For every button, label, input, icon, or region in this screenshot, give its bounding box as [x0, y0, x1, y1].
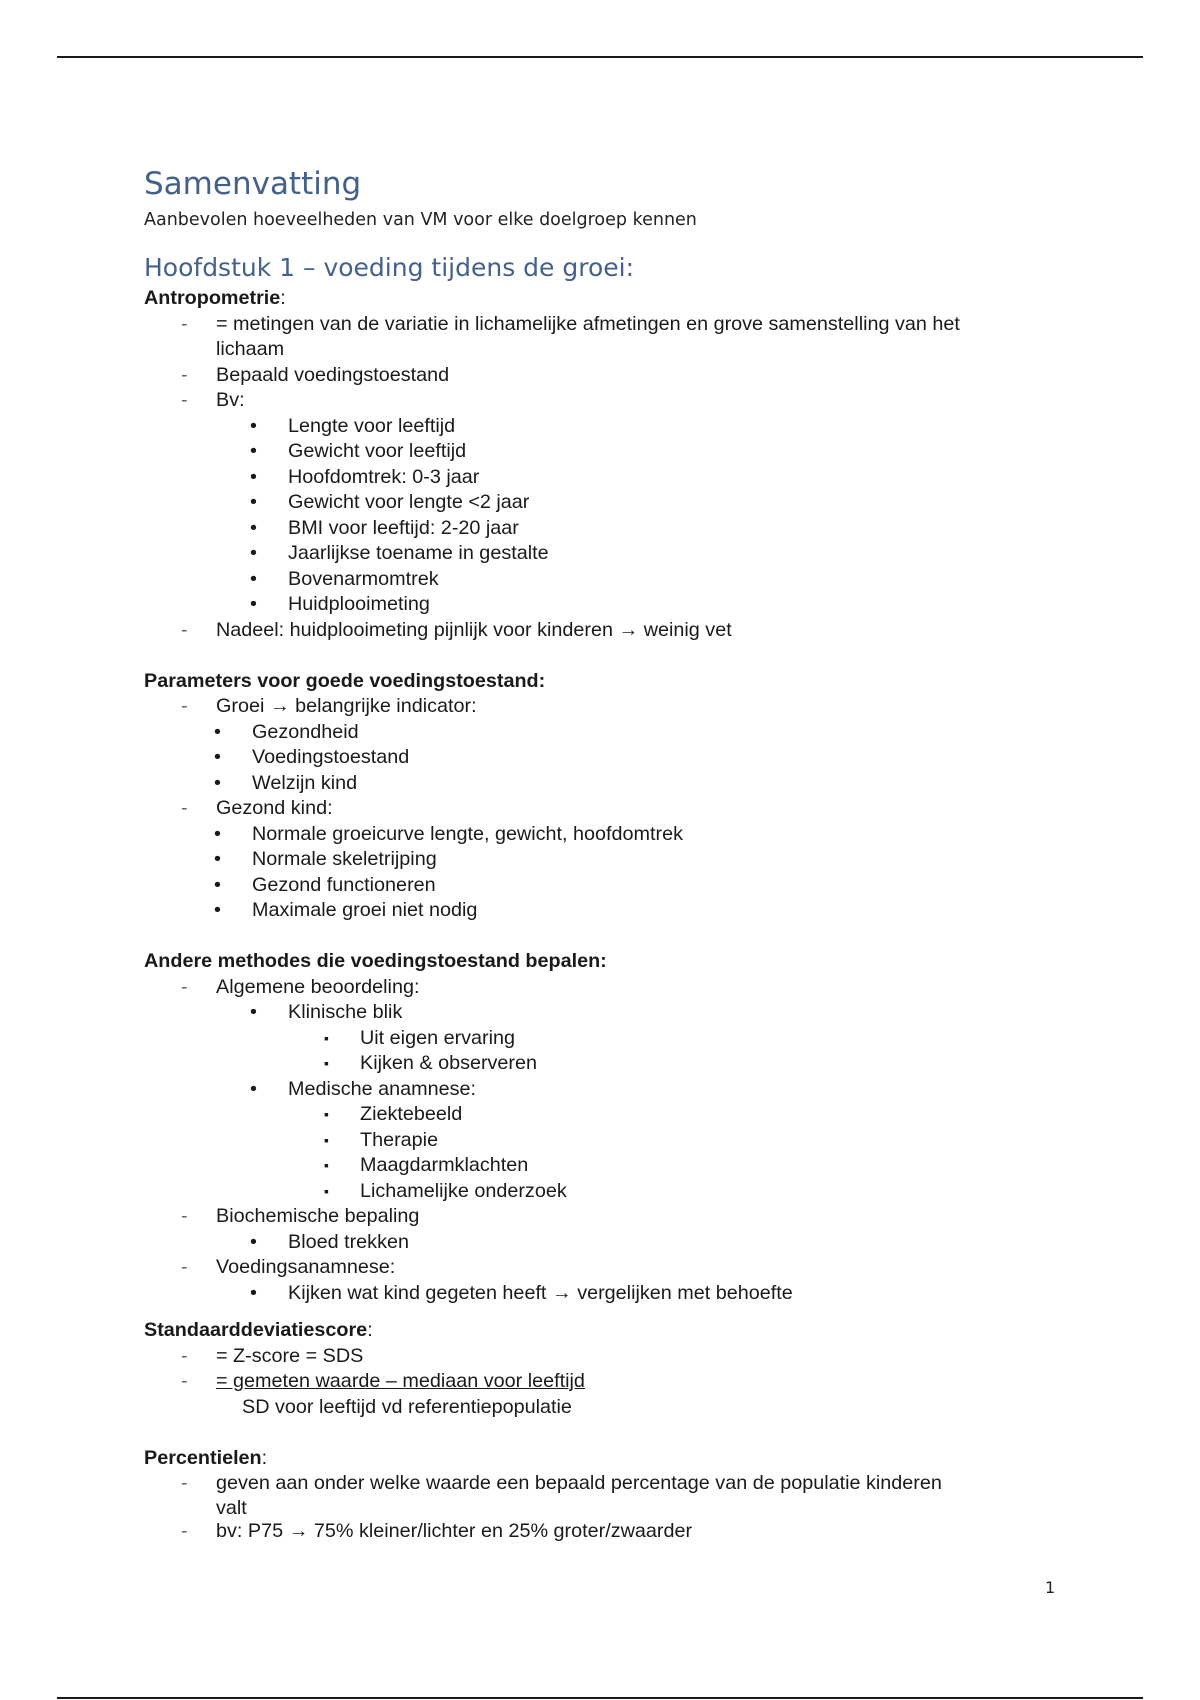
list-item: • Gezondheid: [214, 720, 359, 743]
list-item: • Welzijn kind: [214, 771, 358, 794]
list-item: - geven aan onder welke waarde een bepaald percentage van de populatie kinderen: [181, 1472, 942, 1494]
document-subtitle: Aanbevolen hoeveelheden van VM voor elke doelgroep kennen: [144, 210, 697, 230]
page-number: 1: [1045, 1578, 1056, 1597]
list-item: • Klinische blik: [250, 1001, 403, 1023]
document-title: Samenvatting: [144, 166, 362, 202]
list-item: • Normale groeicurve lengte, gewicht, hoofdomtrek: [214, 822, 684, 845]
list-item: - = Z-score = SDS: [181, 1344, 364, 1367]
document-body: [144, 286, 1064, 1544]
list-item: - Voedingsanamnese:: [181, 1256, 396, 1278]
list-item: • Lengte voor leeftijd: [250, 414, 456, 437]
list-item: • Hoofdomtrek: 0-3 jaar: [250, 465, 480, 488]
list-item: ▪ Maagdarmklachten: [324, 1154, 529, 1176]
parameters-heading: Parameters voor goede voedingstoestand:: [144, 669, 546, 692]
chapter-heading: Hoofdstuk 1 – voeding tijdens de groei:: [144, 253, 635, 282]
list-item: - Nadeel: huidplooimeting pijnlijk voor kinderen → weinig vet: [181, 618, 732, 641]
list-item: • Maximale groei niet nodig: [214, 899, 478, 921]
list-item: • Jaarlijkse toename in gestalte: [250, 542, 549, 564]
list-item: • Gewicht voor leeftijd: [250, 440, 467, 462]
list-item: • Gewicht voor lengte <2 jaar: [250, 491, 530, 513]
list-item: • BMI voor leeftijd: 2-20 jaar: [250, 516, 519, 539]
list-item: • Bovenarmomtrek: [250, 567, 439, 590]
list-item: ▪ Ziektebeeld: [324, 1103, 463, 1125]
percentielen-heading: Percentielen:: [144, 1446, 268, 1469]
list-item: ▪ Uit eigen ervaring: [324, 1026, 516, 1049]
sds-formula-denominator: SD voor leeftijd vd referentiepopulatie: [242, 1395, 572, 1418]
methodes-heading: Andere methodes die voedingstoestand bepalen:: [144, 950, 607, 972]
list-item: - Gezond kind:: [181, 797, 333, 819]
list-item: - = metingen van de variatie in lichamelijke afmetingen en grove samenstelling van het: [181, 312, 960, 335]
list-item: ▪ Kijken & observeren: [324, 1052, 538, 1074]
list-item: - Biochemische bepaling: [181, 1205, 420, 1227]
list-item-continuation: lichaam: [216, 338, 285, 360]
list-item: • Kijken wat kind gegeten heeft → vergelijken met behoefte: [250, 1281, 793, 1304]
list-item: • Medische anamnese:: [250, 1077, 477, 1100]
list-item: ▪ Lichamelijke onderzoek: [324, 1179, 567, 1202]
list-item: - Bv:: [181, 389, 245, 411]
top-rule: [57, 56, 1143, 58]
sds-heading: Standaarddeviatiescore:: [144, 1319, 373, 1341]
list-item: • Voedingstoestand: [214, 746, 410, 768]
list-item: • Bloed trekken: [250, 1230, 409, 1253]
list-item: - Algemene beoordeling:: [181, 975, 420, 998]
antropometrie-heading: Antropometrie:: [144, 287, 286, 309]
bottom-rule: [57, 1697, 1143, 1699]
list-item: - Groei → belangrijke indicator:: [181, 695, 477, 717]
list-item: - Bepaald voedingstoestand: [181, 363, 450, 386]
list-item: - bv: P75 → 75% kleiner/lichter en 25% groter/zwaarder: [181, 1519, 693, 1542]
list-item: ▪ Therapie: [324, 1128, 439, 1151]
list-item: • Huidplooimeting: [250, 593, 430, 615]
list-item: • Gezond functioneren: [214, 873, 436, 896]
list-item-continuation: valt: [216, 1496, 247, 1519]
list-item: • Normale skeletrijping: [214, 848, 437, 870]
sds-formula-numerator: - = gemeten waarde – mediaan voor leeftijd: [181, 1370, 585, 1392]
